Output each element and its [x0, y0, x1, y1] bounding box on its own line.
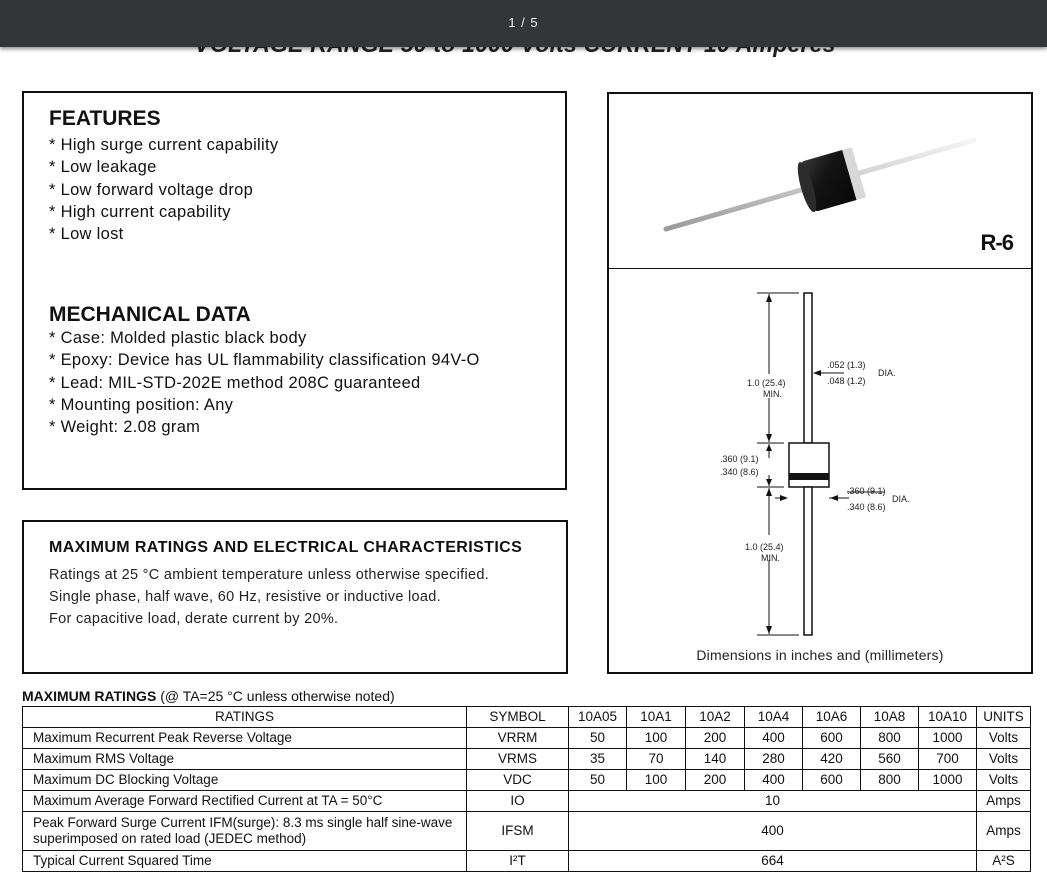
feature-item: * High surge current capability [49, 136, 279, 154]
body-dia-label: DIA. [892, 494, 910, 504]
max-ratings-heading-note: (@ TA=25 °C unless otherwise noted) [160, 688, 395, 704]
value-cell: 1000 [919, 728, 977, 749]
dimension-caption: Dimensions in inches and (millimeters) [696, 647, 944, 663]
unit-cell: Amps [977, 791, 1031, 812]
page-indicator: 1 / 5 [508, 15, 539, 30]
lead-dia-max: .052 (1.3) [827, 360, 866, 370]
features-title: FEATURES [49, 107, 161, 130]
mechanical-item: * Weight: 2.08 gram [49, 418, 201, 437]
table-row [23, 851, 1031, 872]
column-header: 10A4 [745, 707, 803, 728]
table-header-row [23, 707, 1031, 728]
mechanical-title: MECHANICAL DATA [49, 303, 251, 326]
mechanical-item: * Mounting position: Any [49, 395, 234, 414]
symbol-cell: VRMS [467, 749, 569, 770]
value-cell: 700 [919, 749, 977, 770]
features-list [49, 134, 278, 245]
mechanical-item: * Lead: MIL-STD-202E method 208C guaranteed [49, 373, 421, 392]
body-length-max: .360 (9.1) [720, 454, 759, 464]
max-ratings-heading [22, 688, 395, 704]
top-lead-min: MIN. [763, 389, 782, 399]
table-row [23, 812, 1031, 851]
rating-cell: Peak Forward Surge Current IFM(surge): 8.3 ms single half sine-wave superimposed on rated load (JEDEC method) [23, 812, 467, 851]
feature-item: * High current capability [49, 202, 231, 221]
rating-cell: Maximum DC Blocking Voltage [23, 770, 467, 791]
lead-dia-min: .048 (1.2) [827, 376, 866, 386]
column-header: SYMBOL [467, 707, 569, 728]
table-row [23, 749, 1031, 770]
mechanical-item: * Case: Molded plastic black body [49, 329, 307, 347]
column-header: 10A1 [627, 707, 686, 728]
column-header: 10A6 [803, 707, 861, 728]
package-name: R-6 [980, 230, 1013, 255]
value-cell: 280 [745, 749, 803, 770]
viewer-toolbar [0, 0, 1047, 47]
symbol-cell: IFSM [467, 812, 569, 851]
feature-item: * Low lost [49, 225, 124, 244]
table-row [23, 770, 1031, 791]
value-cell: 70 [627, 749, 686, 770]
column-header: 10A10 [919, 707, 977, 728]
rating-cell: Maximum Average Forward Rectified Current at TA = 50°C [23, 791, 467, 812]
unit-cell: Volts [977, 770, 1031, 791]
value-cell: 664 [569, 851, 977, 872]
value-cell: 140 [686, 749, 745, 770]
feature-item: * Low forward voltage drop [49, 180, 254, 199]
dimension-drawing [609, 270, 1031, 650]
value-cell: 560 [861, 749, 919, 770]
diode-photo [654, 124, 984, 244]
value-cell: 200 [686, 770, 745, 791]
value-cell: 200 [686, 728, 745, 749]
table-row [23, 791, 1031, 812]
symbol-cell: IO [467, 791, 569, 812]
divider [609, 268, 1031, 269]
value-cell: 400 [745, 728, 803, 749]
feature-item: * Low leakage [49, 158, 157, 177]
body-dia-min: .340 (8.6) [847, 502, 886, 512]
top-lead-length: 1.0 (25.4) [747, 378, 786, 388]
max-ratings-heading-title: MAXIMUM RATINGS [22, 688, 157, 704]
symbol-cell: VRRM [467, 728, 569, 749]
symbol-cell: VDC [467, 770, 569, 791]
value-cell: 35 [569, 749, 627, 770]
unit-cell: Volts [977, 728, 1031, 749]
rating-cell: Maximum RMS Voltage [23, 749, 467, 770]
value-cell: 50 [569, 770, 627, 791]
value-cell: 1000 [919, 770, 977, 791]
value-cell: 600 [803, 770, 861, 791]
value-cell: 100 [627, 728, 686, 749]
body-dia-max: .360 (9.1) [847, 486, 886, 496]
column-header: 10A8 [861, 707, 919, 728]
value-cell: 100 [627, 770, 686, 791]
column-header: RATINGS [23, 707, 467, 728]
table-row [23, 728, 1031, 749]
value-cell: 400 [745, 770, 803, 791]
symbol-cell: I²T [467, 851, 569, 872]
body-length-min: .340 (8.6) [720, 467, 759, 477]
value-cell: 50 [569, 728, 627, 749]
value-cell: 10 [569, 791, 977, 812]
column-header: 10A05 [569, 707, 627, 728]
ratings-title: MAXIMUM RATINGS AND ELECTRICAL CHARACTERISTICS [49, 539, 523, 556]
bottom-lead-length: 1.0 (25.4) [745, 542, 784, 552]
unit-cell: Amps [977, 812, 1031, 851]
bottom-lead-min: MIN. [761, 553, 780, 563]
mechanical-item: * Epoxy: Device has UL flammability classification 94V-O [49, 351, 480, 370]
unit-cell: Volts [977, 749, 1031, 770]
ratings-note: Single phase, half wave, 60 Hz, resistive or inductive load. [49, 589, 441, 605]
unit-cell: A²S [977, 851, 1031, 872]
value-cell: 420 [803, 749, 861, 770]
ratings-note: For capacitive load, derate current by 20%. [49, 611, 339, 627]
column-header: UNITS [977, 707, 1031, 728]
max-ratings-table [22, 706, 1031, 872]
mechanical-list [49, 327, 480, 438]
ratings-note: Ratings at 25 °C ambient temperature unless otherwise specified. [49, 567, 490, 583]
ratings-notes [49, 564, 489, 630]
value-cell: 800 [861, 728, 919, 749]
value-cell: 800 [861, 770, 919, 791]
rating-cell: Typical Current Squared Time [23, 851, 467, 872]
value-cell: 400 [569, 812, 977, 851]
value-cell: 600 [803, 728, 861, 749]
lead-dia-label: DIA. [878, 368, 896, 378]
features-panel [22, 91, 567, 490]
column-header: 10A2 [686, 707, 745, 728]
rating-cell: Maximum Recurrent Peak Reverse Voltage [23, 728, 467, 749]
package-panel [607, 92, 1033, 674]
ratings-characteristics-panel [22, 520, 568, 674]
